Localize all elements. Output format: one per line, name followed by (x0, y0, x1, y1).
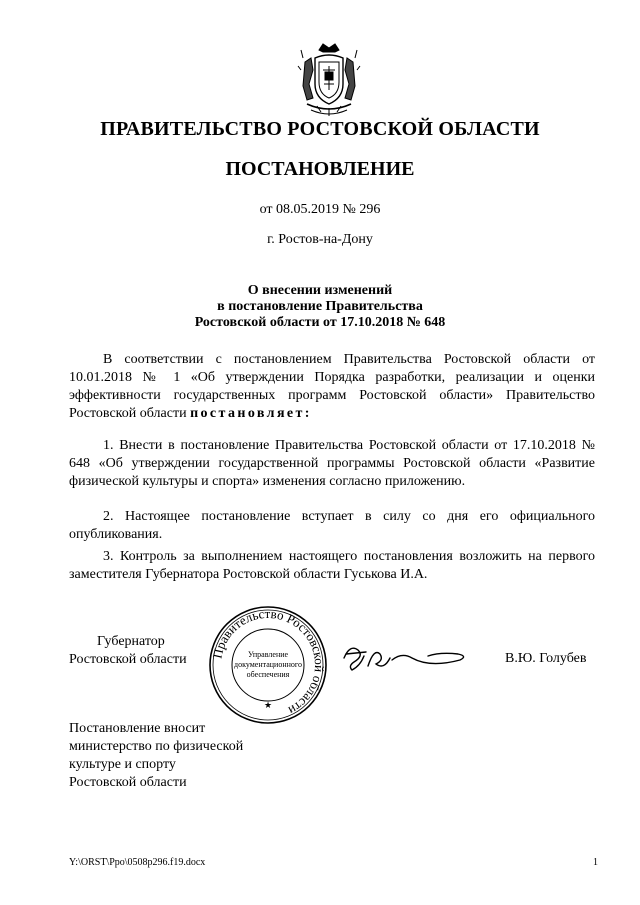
seal-inner-line: обеспечения (246, 670, 290, 679)
handwritten-signature (340, 636, 470, 676)
document-number-date: от 08.05.2019 № 296 (259, 202, 381, 217)
clause-1: 1. Внести в постановление Правительства Ростовской области от 17.10.2018 № 648 «Об утверждении государственной программы Ростовской области «Развитие физической культуры и спорта» изменения согласно приложению. (69, 438, 595, 489)
document-place: г. Ростов-на-Дону (267, 232, 373, 247)
submitter-line: министерство по физической (69, 739, 244, 754)
preamble-text: В соответствии с постановлением Правительства Ростовской области от 10.01.2018 № 1 «Об утверждении Порядка разработки, реализации и оценки эффективности государственных программ Ростовской области» Правительство Ростовской области (69, 352, 595, 421)
seal-ring-text: Правительство Ростовской области (209, 605, 328, 719)
submitter-line: культуре и спорту (69, 757, 176, 772)
government-title: ПРАВИТЕЛЬСТВО РОСТОВСКОЙ ОБЛАСТИ (100, 118, 540, 140)
document-subject (0, 283, 640, 331)
page-number: 1 (593, 857, 598, 868)
clause-2: 2. Настоящее постановление вступает в силу со дня его официального опубликования. (69, 509, 595, 542)
seal-star-icon: ★ (263, 701, 273, 711)
subject-line: О внесении изменений (247, 283, 393, 298)
clause-3: 3. Контроль за выполнением настоящего постановления возложить на первого заместителя Губернатора Ростовской области Гуськова И.А. (69, 549, 595, 582)
signer-region: Ростовской области (69, 652, 187, 667)
document-type: ПОСТАНОВЛЕНИЕ (225, 158, 415, 180)
submitter-block (69, 720, 243, 792)
subject-line: в постановление Правительства (217, 299, 423, 314)
signer-position: Губернатор (97, 634, 165, 649)
official-seal (207, 604, 329, 726)
coat-of-arms-emblem (297, 40, 361, 120)
seal-inner-line: Управление (247, 650, 289, 659)
seal-inner-line: документационного (234, 660, 302, 669)
submitter-line: Постановление вносит (69, 721, 206, 736)
signer-name: В.Ю. Голубев (505, 651, 587, 666)
resolves-word: постановляет: (190, 406, 312, 421)
preamble-paragraph (69, 351, 595, 423)
subject-line: Ростовской области от 17.10.2018 № 648 (194, 315, 446, 330)
footer-file-path: Y:\ORST\Ppo\0508p296.f19.docx (69, 857, 206, 868)
signer-title (69, 633, 187, 669)
submitter-line: Ростовской области (69, 775, 187, 790)
